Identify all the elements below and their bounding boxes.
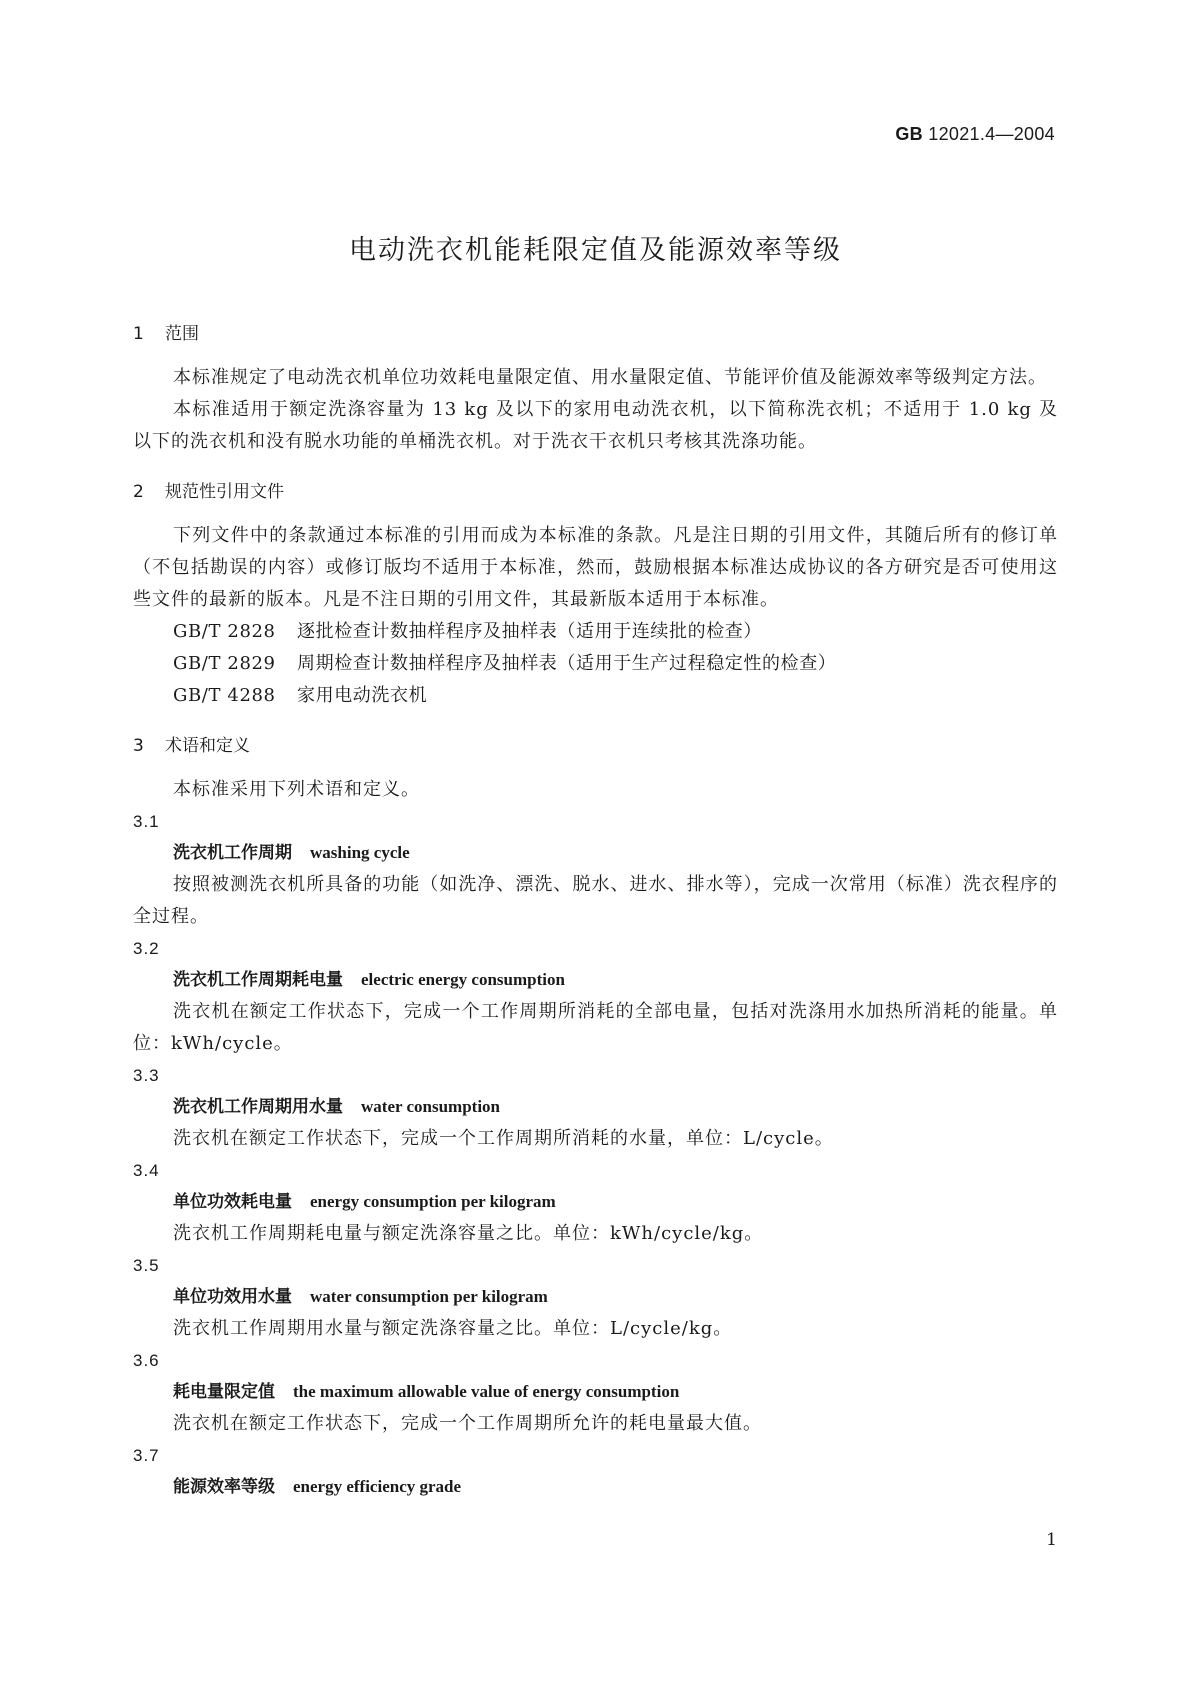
reference-code: GB/T 4288	[173, 685, 276, 706]
section-heading-1	[133, 320, 1058, 348]
term-number: 3.6	[133, 1351, 160, 1370]
section-title: 术语和定义	[165, 736, 250, 756]
section-heading-3	[133, 732, 1058, 760]
standard-code	[895, 124, 1055, 145]
term-heading	[133, 1281, 1058, 1313]
standard-code-prefix: GB	[895, 124, 923, 144]
section-number: 3	[133, 736, 144, 756]
term-heading	[133, 1186, 1058, 1218]
term-heading	[133, 1376, 1058, 1408]
term-number: 3.4	[133, 1161, 160, 1180]
term-definition: 洗衣机在额定工作状态下，完成一个工作周期所消耗的全部电量，包括对洗涤用水加热所消耗的能量。单位：kWh/cycle。	[133, 1001, 1058, 1054]
term-number: 3.3	[133, 1066, 160, 1085]
term-en: electric energy consumption	[361, 970, 565, 989]
term-definition: 洗衣机在额定工作状态下，完成一个工作周期所允许的耗电量最大值。	[173, 1413, 762, 1434]
term-definition: 洗衣机工作周期用水量与额定洗涤容量之比。单位：L/cycle/kg。	[173, 1318, 733, 1339]
page-number: 1	[1046, 1530, 1057, 1550]
paragraph: 本标准采用下列术语和定义。	[173, 779, 420, 800]
term-number: 3.7	[133, 1446, 160, 1465]
term-number: 3.2	[133, 939, 160, 958]
section-title: 规范性引用文件	[165, 482, 284, 502]
reference-title: 家用电动洗衣机	[297, 685, 428, 706]
section-title: 范围	[165, 324, 199, 344]
term-en: energy efficiency grade	[293, 1477, 462, 1496]
term-heading	[133, 1091, 1058, 1123]
paragraph: 本标准适用于额定洗涤容量为 13 kg 及以下的家用电动洗衣机，以下简称洗衣机；不适用于 1.0 kg 及以下的洗衣机和没有脱水功能的单桶洗衣机。对于洗衣干衣机只考核其洗涤功能。	[133, 399, 1058, 452]
term-zh: 耗电量限定值	[173, 1382, 275, 1402]
term-en: the maximum allowable value of energy consumption	[293, 1382, 680, 1401]
standard-code-number: 12021.4—2004	[928, 124, 1055, 144]
term-definition: 按照被测洗衣机所具备的功能（如洗净、漂洗、脱水、进水、排水等），完成一次常用（标准）洗衣程序的全过程。	[133, 874, 1058, 927]
document-title: 电动洗衣机能耗限定值及能源效率等级	[349, 235, 842, 266]
term-heading	[133, 837, 1058, 869]
term-definition: 洗衣机在额定工作状态下，完成一个工作周期所消耗的水量，单位：L/cycle。	[173, 1128, 834, 1149]
reference-title: 逐批检查计数抽样程序及抽样表（适用于连续批的检查）	[297, 621, 762, 642]
reference-code: GB/T 2828	[173, 621, 276, 642]
term-zh: 单位功效耗电量	[173, 1192, 292, 1212]
term-zh: 洗衣机工作周期用水量	[173, 1097, 343, 1117]
term-en: energy consumption per kilogram	[310, 1192, 556, 1211]
reference-item	[133, 680, 1058, 712]
term-zh: 洗衣机工作周期耗电量	[173, 970, 343, 990]
term-en: water consumption per kilogram	[310, 1287, 548, 1306]
document-body	[133, 320, 1058, 1503]
term-zh: 洗衣机工作周期	[173, 843, 292, 863]
term-definition: 洗衣机工作周期耗电量与额定洗涤容量之比。单位：kWh/cycle/kg。	[173, 1223, 764, 1244]
section-number: 1	[133, 324, 144, 344]
term-zh: 单位功效用水量	[173, 1287, 292, 1307]
reference-item	[133, 648, 1058, 680]
term-heading	[133, 1471, 1058, 1503]
reference-code: GB/T 2829	[173, 653, 276, 674]
term-number: 3.5	[133, 1256, 160, 1275]
paragraph: 本标准规定了电动洗衣机单位功效耗电量限定值、用水量限定值、节能评价值及能源效率等级判定方法。	[173, 367, 1047, 388]
term-en: washing cycle	[310, 843, 410, 862]
reference-title: 周期检查计数抽样程序及抽样表（适用于生产过程稳定性的检查）	[297, 653, 837, 674]
term-number: 3.1	[133, 812, 160, 831]
section-heading-2	[133, 478, 1058, 506]
term-heading	[133, 964, 1058, 996]
term-zh: 能源效率等级	[173, 1477, 275, 1497]
term-en: water consumption	[361, 1097, 500, 1116]
section-number: 2	[133, 482, 144, 502]
reference-item	[133, 616, 1058, 648]
paragraph: 下列文件中的条款通过本标准的引用而成为本标准的条款。凡是注日期的引用文件，其随后所有的修订单（不包括勘误的内容）或修订版均不适用于本标准，然而，鼓励根据本标准达成协议的各方研究是否可使用这些文件的最新的版本。凡是不注日期的引用文件，其最新版本适用于本标准。	[133, 525, 1058, 610]
